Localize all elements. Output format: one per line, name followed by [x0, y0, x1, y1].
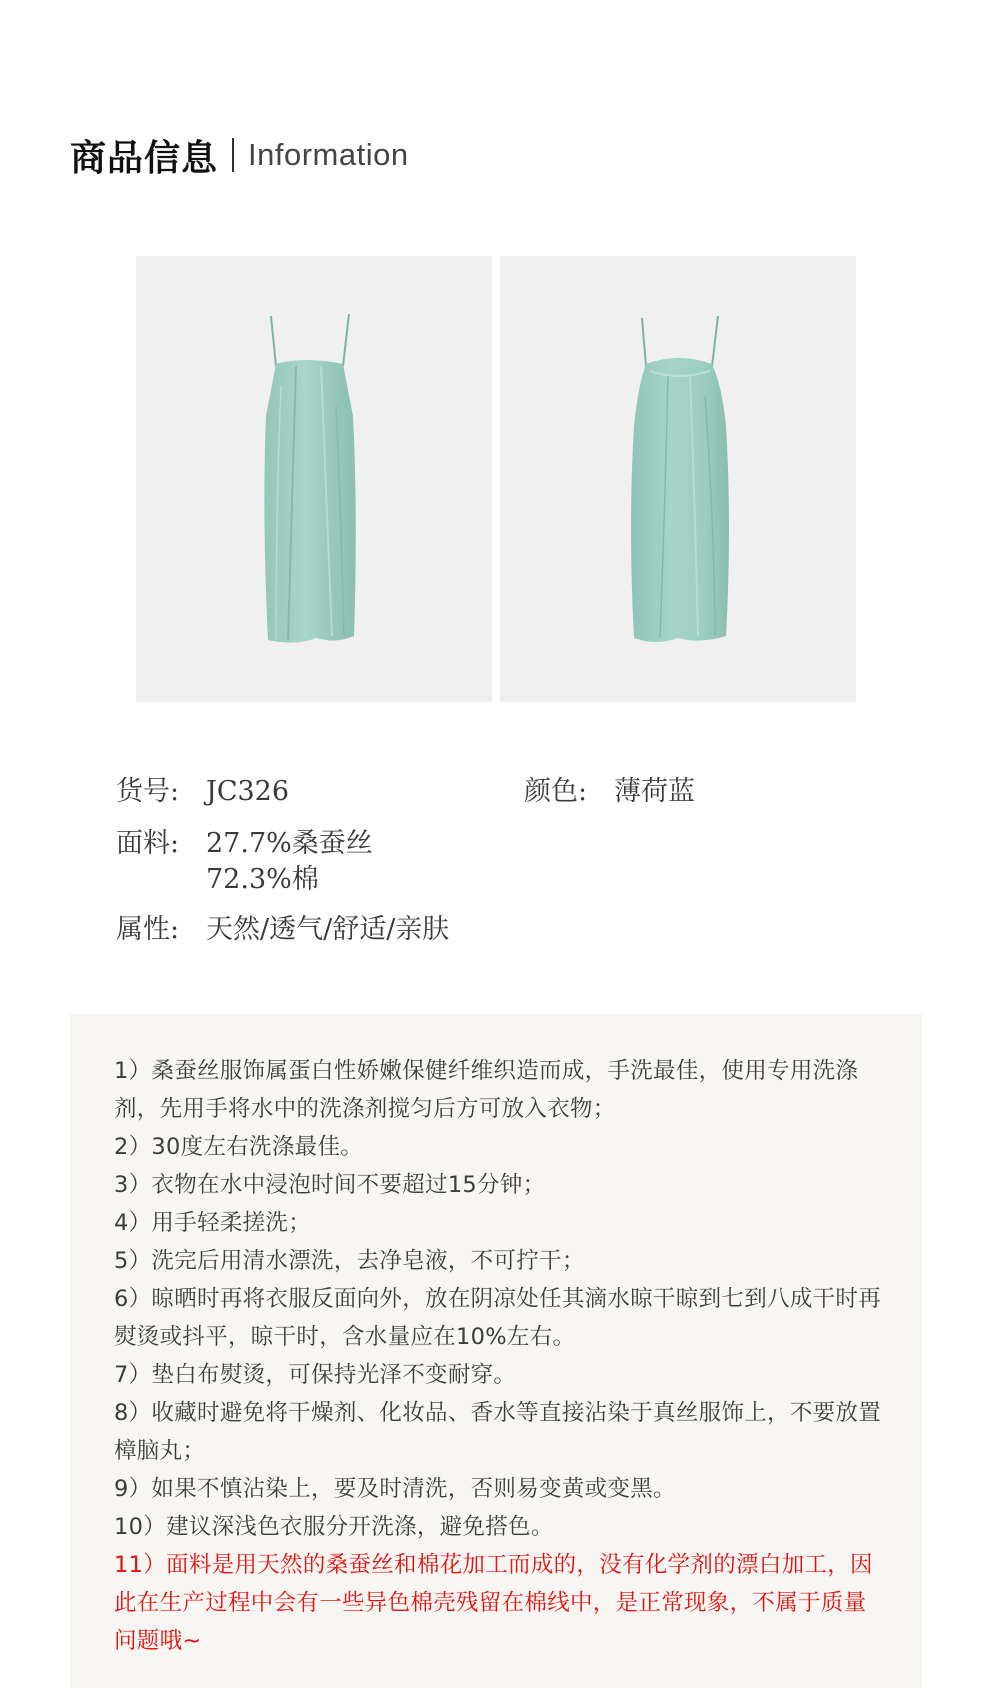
care-item: 9）如果不慎沾染上，要及时清洗，否则易变黄或变黑。: [114, 1476, 676, 1502]
care-item: 4）用手轻柔搓洗；: [114, 1210, 312, 1236]
care-instructions-list: [114, 1052, 884, 1660]
care-item: 7）垫白布熨烫，可保持光泽不变耐穿。: [114, 1362, 517, 1388]
care-item: 1）桑蚕丝服饰属蛋白性娇嫩保健纤维织造而成，手洗最佳，使用专用洗涤剂，先用手将水中的洗涤剂搅匀后方可放入衣物；: [114, 1058, 859, 1122]
spec-label: 颜色:: [524, 776, 588, 807]
spec-value: 天然/透气/舒适/亲肤: [206, 914, 450, 945]
care-item: 10）建议深浅色衣服分开洗涤，避免搭色。: [114, 1514, 554, 1540]
section-header: [70, 130, 409, 180]
spec-value: 27.7%桑蚕丝: [206, 828, 373, 859]
care-item: 6）晾晒时再将衣服反面向外，放在阴凉处任其滴水晾干晾到七到八成干时再熨烫或抖平，晾干时，含水量应在10%左右。: [114, 1286, 882, 1350]
spec-value: JC326: [206, 776, 290, 807]
title-divider: [232, 138, 234, 172]
spec-label: 货号:: [116, 776, 180, 807]
spec-color: [524, 774, 695, 810]
spec-fabric: [116, 826, 373, 862]
care-item-warning: 11）面料是用天然的桑蚕丝和棉花加工而成的，没有化学剂的漂白加工，因此在生产过程中会有一些异色棉壳残留在棉线中，是正常现象，不属于质量问题哦~: [114, 1552, 873, 1654]
spec-attributes: [116, 912, 449, 948]
care-item: 5）洗完后用清水漂洗，去净皂液，不可拧干；: [114, 1248, 585, 1274]
section-title-en: Information: [248, 137, 409, 172]
slip-dress-front-image: [136, 256, 492, 702]
care-instructions-panel: [70, 1014, 922, 1688]
slip-dress-back-image: [500, 256, 856, 702]
product-photo-back: [500, 256, 856, 702]
section-title-cn: 商品信息: [70, 136, 219, 179]
spec-label: 属性:: [116, 914, 180, 945]
spec-fabric-line-2: [206, 862, 319, 898]
care-item: 8）收藏时避免将干燥剂、化妆品、香水等直接沾染于真丝服饰上，不要放置樟脑丸；: [114, 1400, 882, 1464]
care-item: 2）30度左右洗涤最佳。: [114, 1134, 364, 1160]
spec-item-number: [116, 774, 289, 810]
spec-value: 72.3%棉: [206, 864, 319, 895]
spec-value: 薄荷蓝: [614, 776, 695, 807]
product-photo-front: [136, 256, 492, 702]
spec-label: 面料:: [116, 828, 180, 859]
care-item: 3）衣物在水中浸泡时间不要超过15分钟；: [114, 1172, 546, 1198]
